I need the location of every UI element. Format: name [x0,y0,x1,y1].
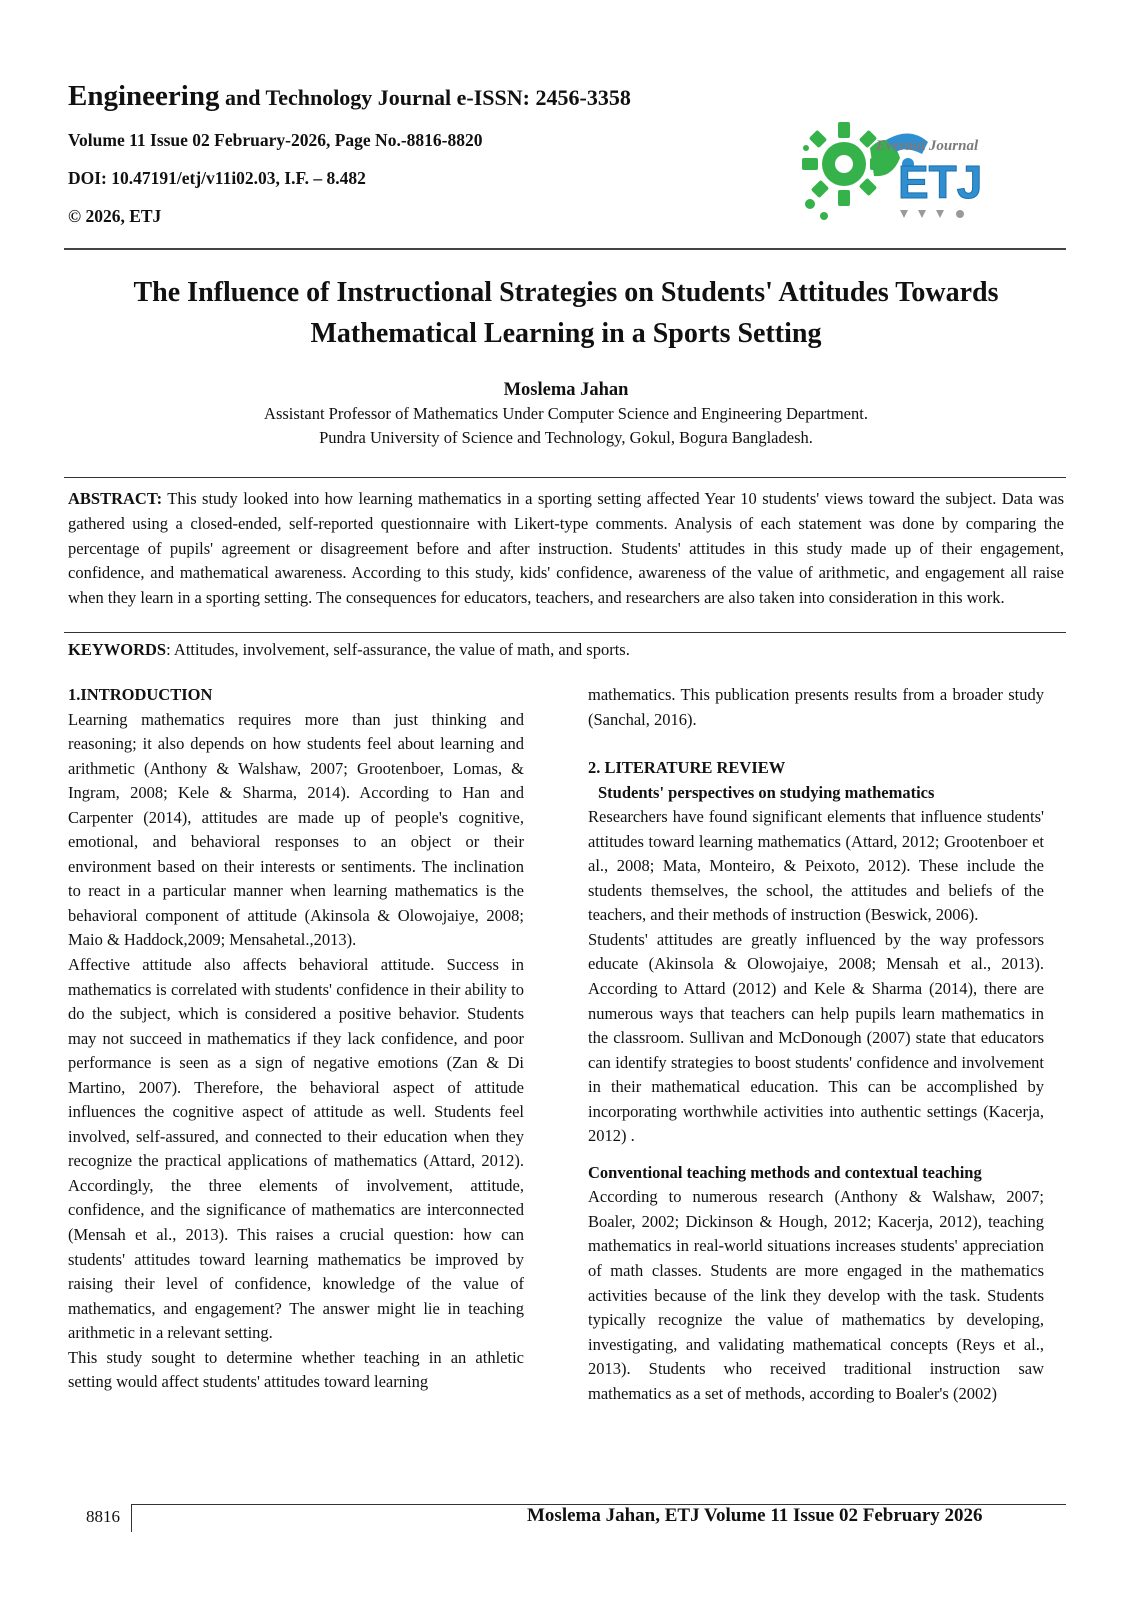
subheading-conventional: Conventional teaching methods and contextual teaching [588,1162,982,1182]
journal-title [68,80,631,113]
copyright-line: © 2026, ETJ [68,206,162,226]
right-paragraph-1: mathematics. This publication presents results from a broader study (Sanchal, 2016). [588,685,1044,729]
journal-name-part1: Engineering [68,80,220,112]
left-column [68,683,524,1395]
doi-line: DOI: 10.47191/etj/v11i02.03, I.F. – 8.482 [68,168,366,188]
right-column [588,683,1044,1406]
abstract-top-rule [64,477,1066,478]
logo-text-main: ETJ [898,156,983,208]
running-footer: Moslema Jahan, ETJ Volume 11 Issue 02 February 2026 [527,1505,983,1526]
right-paragraph-4: According to numerous research (Anthony & Walshaw, 2007; Boaler, 2002; Dickinson & Hough, 2012; Kacerja, 2012), teaching mathematics in real-world situations increases students' appreciation of math classes. Students are more engaged in the mathematics activities because of the link they develop with the task. Students typically recognize the value of mathematics by developing, investigating, and validating mathematical concepts (Reys et al., 2013). Students who received traditional instruction saw mathematics as a set of methods, according to Boaler's (2002) [588,1187,1044,1403]
gear-splash-logo-icon [800,118,1000,228]
volume-line: Volume 11 Issue 02 February-2026, Page No.-8816-8820 [68,130,483,150]
journal-name-part2: and Technology Journal e-ISSN: 2456-3358 [224,85,631,110]
keywords-label: KEYWORDS [68,640,167,659]
author-name: Moslema Jahan [503,380,629,400]
literature-heading: 2. LITERATURE REVIEW [588,758,786,778]
right-paragraph-2: Researchers have found significant elements that influence students' attitudes toward learning mathematics (Attard, 2012; Grootenboer et al., 2008; Mata, Monteiro, & Peixoto, 2012). These include the students themselves, the school, the attitudes and beliefs of the teachers, and their methods of instruction (Beswick, 2006). [588,807,1044,925]
affiliation-line-2: Pundra University of Science and Technology, Gokul, Bogura Bangladesh. [319,428,813,447]
abstract-text: This study looked into how learning mathematics in a sporting setting affected Year 10 students' views toward the subject. Data was gathered using a closed-ended, self-reported questionnaire with Likert-type comments. Analysis of each statement was done by comparing the percentage of pupils' agreement or disagreement before and after instruction. Students' attitudes in this study made up of their engagement, confidence, and mathematical awareness. According to this study, kids' confidence, awareness of the value of arithmetic, and engagement all raise when they learn in a sporting setting. The consequences for educators, teachers, and researchers are also taken into consideration in this work. [68,489,1064,608]
right-paragraph-3: Students' attitudes are greatly influenced by the way professors educate (Akinsola & Olowojaiye, 2008; Mensah et al., 2013). According to Attard (2012) and Kele & Sharma (2014), there are numerous ways that teachers can help pupils learn mathematics in the classroom. Sullivan and McDonough (2007) state that educators can identify strategies to boost students' confidence and involvement in their mathematical education. This can be accomplished by incorporating worthwhile activities into authentic settings (Kacerja, 2012) . [588,929,1044,1146]
journal-logo [800,118,1000,228]
keywords-text: : Attitudes, involvement, self-assurance, the value of math, and sports. [166,640,630,659]
logo-text-top: Everant Journal [876,138,979,154]
page-number: 8816 [86,1507,120,1526]
paper-title: The Influence of Instructional Strategies on Students' Attitudes Towards Mathematical Learning in a Sports Setting [133,277,999,349]
keywords [68,638,1064,662]
abstract-bottom-rule [64,632,1066,633]
abstract-label: ABSTRACT: [68,489,163,508]
subheading-perspectives: Students' perspectives on studying mathematics [598,782,935,802]
intro-paragraph-3: This study sought to determine whether teaching in an athletic setting would affect students' attitudes toward learning [68,1347,524,1392]
affiliation-line-1: Assistant Professor of Mathematics Under Computer Science and Engineering Department. [264,404,868,423]
intro-paragraph-1: Learning mathematics requires more than just thinking and reasoning; it also depends on how students feel about learning and arithmetic (Anthony & Walshaw, 2007; Grootenboer, Lomas, & Ingram, 2008; Kele & Sharma, 2014). According to Han and Carpenter (2014), attitudes are made up of people's cognitive, emotional, and behavioral responses to an object or their environment based on their interests or sentiments. The inclination to react in a particular manner when learning mathematics is the behavioral component of attitude (Akinsola & Olowojaiye, 2008; Maio & Haddock,2009; Mensahetal.,2013). [68,709,524,950]
page-number-divider [131,1504,132,1532]
abstract [68,487,1064,611]
intro-paragraph-2: Affective attitude also affects behavioral attitude. Success in mathematics is correlated with students' confidence in their ability to do the subject, which is considered a positive behavior. Students may not succeed in mathematics if they lack confidence, and poor performance is seen as a sign of negative emotions (Zan & Di Martino, 2007). Therefore, the behavioral aspect of attitude influences the cognitive aspect of attitude as well. Students feel involved, self-assured, and connected to their education when they recognize the practical applications of mathematics (Attard, 2012). Accordingly, the three elements of involvement, attitude, confidence, and the significance of mathematics are interconnected (Mensah et al., 2013). This raises a crucial question: how can students' attitudes toward learning mathematics be improved by raising their level of confidence, knowledge of the value of mathematics, and engagement? The answer might lie in teaching arithmetic in a relevant setting. [68,955,524,1343]
header-rule [64,248,1066,250]
intro-heading: 1.INTRODUCTION [68,685,213,704]
